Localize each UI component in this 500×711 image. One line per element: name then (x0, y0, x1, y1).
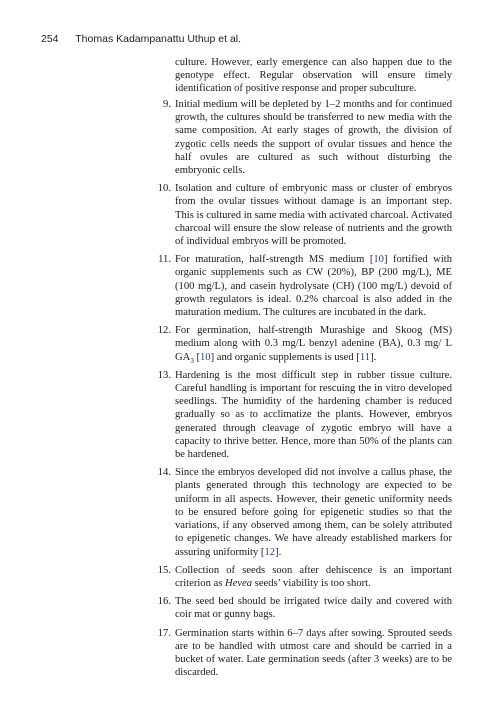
step-item (150, 324, 452, 364)
step-number: 11. (158, 254, 171, 266)
page-number: 254 (41, 33, 59, 45)
step-text: The seed bed should be irrigated twice daily and covered with coir mat or gunny bags. (175, 596, 452, 621)
step-item (150, 595, 452, 621)
citation-link[interactable]: 10 (373, 254, 384, 266)
citation-link[interactable]: 11 (359, 351, 371, 363)
step-text: Since the embryos developed did not involve a callus phase, the plants generated through this technology are expected to be uniform in all aspects. However, their genetic uniformity needs to be ensured before going for epigenetic studies so that the variations, if any observed among them, can be solely attributed to epigenetic changes. We have already established markers for assuring uniformity [12]. (175, 467, 452, 558)
step-text: Germination starts within 6–7 days after sowing. Sprouted seeds are to be handled with utmost care and should be carried in a bucket of water. Late germination seeds (after 3 weeks) are to be discarded. (175, 627, 452, 679)
step-number: 16. (157, 596, 171, 608)
step-text: For maturation, half-strength MS medium [10] fortified with organic supplements such as CW (20%), BP (200 mg/L), ME (100 mg/L), and casein hydrolysate (CH) (100 mg/L) devoid of growth regulators is ideal. 0.2% charcoal is also added in the maturation medium. The cultures are incubated in the dark. (175, 254, 453, 319)
running-header (41, 33, 241, 45)
step-number: 10. (157, 183, 171, 195)
step-text: Isolation and culture of embryonic mass or cluster of embryos from the ovular tissues without damage is an important step. This is cultured in same media with activated charcoal. Activated charcoal will ensure the slow release of nutrients and the growth of individual embryos will be promoted. (175, 183, 452, 248)
step-text: Hardening is the most difficult step in rubber tissue culture. Careful handling is important for rescuing the in vitro developed seedlings. The humidity of the hardening chamber is reduced gradually so as to acclimatize the plants. However, embryos generated through cleavage of zygotic embryo will have a capacity to thrive better. Hence, more than 50% of the plants can be hardened. (175, 369, 452, 461)
continued-paragraph: culture. However, early emergence can also happen due to the genotype effect. Regular observation will ensure timely identification of positive response and proper subculture. (175, 57, 452, 95)
step-number: 15. (157, 564, 171, 576)
step-number: 17. (157, 627, 171, 639)
step-item (150, 369, 452, 461)
citation-link[interactable]: 12 (264, 546, 276, 558)
step-item (150, 98, 452, 177)
step-text: Collection of seeds soon after dehiscence is an important criterion as Hevea seeds’ viability is too short. (175, 564, 452, 589)
step-item (150, 466, 452, 558)
step-number: 9. (163, 99, 171, 110)
step-number: 14. (157, 467, 171, 479)
step-number: 13. (157, 369, 171, 381)
step-item (150, 182, 452, 248)
step-text: Initial medium will be depleted by 1–2 months and for continued growth, the cultures should be transferred to new media with the same composition. At early stages of growth, the division of zygotic cells needs the support of ovular tissues and hence the half ovules are cultured as such without disturbing the embryonic cells. (175, 99, 452, 177)
step-number: 12. (157, 325, 171, 337)
species-name: Hevea (225, 577, 253, 589)
protocol-steps-list (150, 98, 452, 684)
step-item (150, 253, 452, 319)
running-authors: Thomas Kadampanattu Uthup et al. (75, 33, 242, 45)
step-text: For germination, half-strength Murashige and Skoog (MS) medium along with 0.3 mg/L benzyl adenine (BA), 0.3 mg/ L $GA_3$ [10] and organic supplements is used [11]. (175, 325, 452, 365)
step-item (150, 564, 452, 590)
step-item (150, 627, 452, 680)
citation-link[interactable]: 10 (200, 351, 211, 363)
